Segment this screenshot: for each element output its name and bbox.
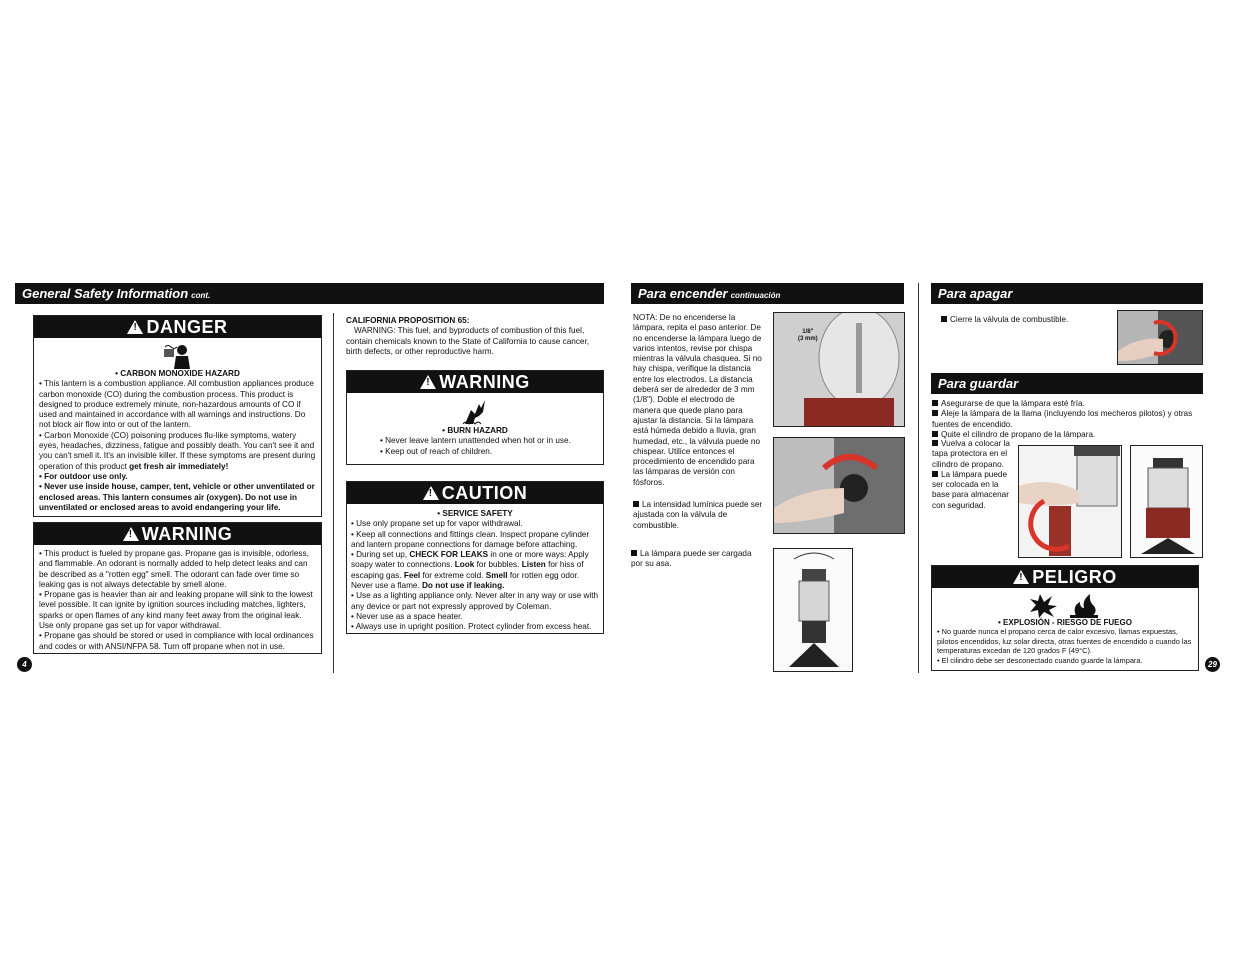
guardar-item: La lámpara puede ser colocada en la base para almacenar con seguridad. xyxy=(932,469,1009,510)
guardar-list xyxy=(932,399,1202,440)
cylinder-cap-photo xyxy=(1018,445,1122,558)
guardar-item: Quite el cilindro de propano de la lámpara. xyxy=(932,430,1202,440)
section-title: Para guardar xyxy=(938,376,1019,391)
danger-box xyxy=(33,315,322,517)
caution-item: • Never use as a space heater. xyxy=(351,611,463,621)
warning-banner: !WARNING xyxy=(34,523,321,545)
warning-triangle-icon xyxy=(420,375,436,389)
burn-hazard-icon xyxy=(347,398,603,426)
valve-close-photo xyxy=(1117,310,1203,365)
warning-triangle-icon xyxy=(127,320,143,334)
caution-item: • Use as a lighting appliance only. Never alter in any way or use with any device or part not expressly approved by Coleman. xyxy=(351,591,599,611)
encender-intensidad: La intensidad lumínica puede ser ajustada con la válvula de combustible. xyxy=(633,500,763,530)
valve-adjust-photo xyxy=(773,437,905,534)
lantern-carry-photo xyxy=(773,548,853,672)
prop65-text: WARNING: This fuel, and byproducts of combustion of this fuel, contain chemicals known to the State of California to cause cancer, birth defects, or other reproductive harm. xyxy=(346,326,590,356)
explosion-icon xyxy=(1030,592,1100,618)
encender-nota: NOTA: De no encenderse la lámpara, repita el paso anterior. De no encenderse la lámpara luego de varios intentos, revise por chispa mientras la válvula chasquea. Si no hay chispa, verifique la distancia entre los electrodos. La distancia deberá ser de alrededor de 3 mm (1/8"). Doble el electrodo de manera que quede plano para ajustar la distancia. Si la lámpara está húmeda debido a lluvia, gran humedad, etc., la válvula puede no chispear. Utilice entonces el procedimiento de encendido para las lámparas de versión con fósforos. xyxy=(633,313,762,487)
warning-box-burn xyxy=(346,370,604,465)
warning-item: • Keep out of reach of children. xyxy=(380,446,493,456)
caution-item: • During set up, CHECK FOR LEAKS in one or more ways: Apply soapy water to connections. Look for bubbles. Listen for hiss of escaping gas. Feel for extreme cold. Smell for rotten egg odor. Never use a flame. Do not use if leaking. xyxy=(351,550,589,591)
danger-paragraph: • This lantern is a combustion appliance. All combustion appliances produce carbon monoxide (CO) during the combustion process. This product is designed to produce extremely minute, non-hazardous amounts of CO if used and maintained in accordance with all warnings and instructions. Do not block air flow into or out of the lantern. xyxy=(39,379,314,430)
lantern-base-photo xyxy=(1130,445,1203,558)
page-number: 29 xyxy=(1205,657,1220,672)
electrode-gap-photo xyxy=(773,312,905,427)
hazard-title: • SERVICE SAFETY xyxy=(437,509,513,518)
prop65-title: CALIFORNIA PROPOSITION 65: xyxy=(346,316,470,325)
peligro-item: • No guarde nunca el propano cerca de calor excesivo, llamas expuestas, pilotos encendidos, luz solar directa, otras fuentes de encendido o cuando las temperaturas excedan de 120 grados F (49°C). xyxy=(937,627,1192,656)
peligro-banner: !PELIGRO xyxy=(932,566,1198,588)
page-divider xyxy=(333,313,334,673)
warning-triangle-icon xyxy=(423,486,439,500)
explosion-fire-icons xyxy=(932,592,1198,618)
hazard-title: • BURN HAZARD xyxy=(442,426,508,435)
bullet-square-icon xyxy=(932,400,938,406)
caution-banner: !CAUTION xyxy=(347,482,603,504)
carbon-monoxide-icon xyxy=(34,343,321,369)
page-divider xyxy=(918,283,919,673)
bullet-square-icon xyxy=(932,440,938,446)
guardar-item: Asegurarse de que la lámpara esté fría. xyxy=(932,399,1202,409)
caution-box xyxy=(346,481,604,634)
warning-paragraph: • This product is fueled by propane gas. Propane gas is invisible, odorless, and flammable. An odorant is normally added to help detect leaks and can be described as a "rotten egg" smell. The odorant can fade over time so leaking gas is not always detectable by smell alone. xyxy=(39,549,309,589)
section-header-general-safety xyxy=(15,283,604,304)
encender-cargada: La lámpara puede ser cargada por su asa. xyxy=(631,549,752,569)
hazard-title: • EXPLOSIÓN - RIESGO DE FUEGO xyxy=(998,618,1132,627)
prop65-notice xyxy=(346,316,604,357)
danger-paragraph: • Carbon Monoxide (CO) poisoning produces flu-like symptoms, watery eyes, headaches, dizziness, fatigue and possibly death. You can't see it and you can't smell it. It's an invisible killer. If these symptoms are present during operation of this product get fresh air immediately! xyxy=(39,430,316,471)
page-number: 4 xyxy=(17,657,32,672)
bullet-square-icon xyxy=(631,550,637,556)
section-header-para-apagar xyxy=(931,283,1203,304)
guardar-list-narrow xyxy=(932,439,1016,511)
section-title-suffix: cont. xyxy=(191,291,211,300)
bullet-square-icon xyxy=(932,431,938,437)
peligro-item: • El cilindro debe ser desconectado cuando guarde la lámpara. xyxy=(937,655,1143,665)
gap-label: 1/8" xyxy=(802,329,814,335)
hazard-title: • CARBON MONOXIDE HAZARD xyxy=(115,369,240,378)
warning-box-propane xyxy=(33,522,322,654)
apagar-item: Cierre la válvula de combustible. xyxy=(941,315,1111,325)
warning-triangle-icon xyxy=(1013,570,1029,584)
section-header-para-guardar xyxy=(931,373,1203,394)
section-title-suffix: continuación xyxy=(730,291,781,300)
section-title: Para encender xyxy=(638,286,728,301)
bullet-square-icon xyxy=(932,410,938,416)
peligro-box xyxy=(931,565,1199,671)
gap-label: (3 mm) xyxy=(798,336,818,342)
bullet-square-icon xyxy=(633,501,639,507)
warning-paragraph: • Propane gas should be stored or used in compliance with local ordinances and codes or with ANSI/NFPA 58. Turn off propane when not in use. xyxy=(39,631,314,651)
guardar-item: Vuelva a colocar la tapa protectora en el cilindro de propano. xyxy=(932,439,1010,469)
caution-item: • Always use in upright position. Protect cylinder from excess heat. xyxy=(351,622,592,632)
bullet-square-icon xyxy=(932,471,938,477)
bullet-square-icon xyxy=(941,316,947,322)
warning-item: • Never leave lantern unattended when hot or in use. xyxy=(380,436,571,446)
section-header-para-encender xyxy=(631,283,904,304)
caution-item: • Use only propane set up for vapor withdrawal. xyxy=(351,519,523,529)
danger-paragraph: • For outdoor use only. xyxy=(39,471,128,481)
guardar-item: Aleje la lámpara de la llama (incluyendo los mecheros pilotos) y otras fuentes de encendido. xyxy=(932,409,1193,429)
section-title: Para apagar xyxy=(938,286,1013,301)
warning-paragraph: • Propane gas is heavier than air and leaking propane will sink to the lowest level possible. It can ignite by ignition sources including matches, lighters, sparks or open flames of any kind many feet away from the original leak. Use only propane gas set up for vapor withdrawal. xyxy=(39,590,313,631)
danger-paragraph: • Never use inside house, camper, tent, vehicle or other unventilated or enclosed areas. This lantern consumes air (oxygen). Do not use in unventilated or enclosed areas to avoid endangering your life. xyxy=(39,482,315,512)
warning-banner: !WARNING xyxy=(347,371,603,393)
danger-banner: !DANGER xyxy=(34,316,321,338)
warning-triangle-icon xyxy=(123,527,139,541)
section-title: General Safety Information xyxy=(22,286,189,301)
caution-item: • Keep all connections and fittings clean. Inspect propane cylinder and lantern propane connections for damage before attaching. xyxy=(351,529,590,549)
